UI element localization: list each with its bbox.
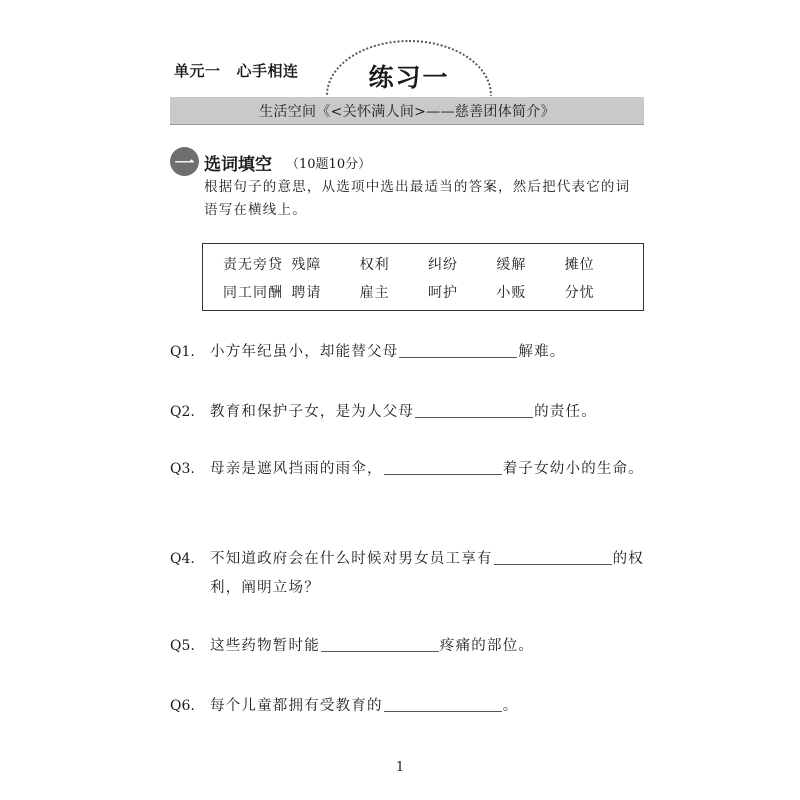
answer-blank[interactable] — [321, 650, 439, 652]
answer-blank[interactable] — [384, 473, 502, 475]
section-title: 选词填空 — [204, 155, 272, 175]
question-text-before: 这些药物暂时能 — [210, 638, 320, 654]
question-number: Q2. — [170, 404, 195, 420]
question-text-after: 着子女幼小的生命。 — [502, 461, 645, 477]
question-4 — [210, 545, 650, 603]
unit-label: 单元一 — [174, 62, 221, 80]
question-number: Q6. — [170, 698, 195, 714]
exercise-title: 练习一 — [368, 63, 450, 92]
question-2 — [210, 398, 650, 427]
word-option: 责无旁贷 — [223, 257, 283, 273]
word-option: 小贩 — [496, 285, 527, 301]
word-option: 聘请 — [291, 285, 322, 301]
word-bank-box — [202, 243, 644, 311]
answer-blank[interactable] — [399, 356, 517, 358]
question-text-before: 小方年纪虽小，却能替父母 — [210, 344, 399, 360]
question-number: Q4. — [170, 551, 195, 567]
word-option: 权利 — [359, 257, 390, 273]
banner-text: 生活空间《<关怀满人间>——慈善团体简介》 — [259, 103, 555, 120]
word-option: 分忧 — [564, 285, 595, 301]
word-option: 缓解 — [496, 257, 527, 273]
section-score: （10题10分） — [286, 157, 372, 172]
question-text-before: 不知道政府会在什么时候对男女员工享有 — [210, 551, 493, 567]
question-text-after: 疼痛的部位。 — [439, 638, 535, 654]
question-3 — [210, 455, 680, 484]
section-number-badge: 一 — [170, 147, 199, 176]
section-instructions: 根据句子的意思，从选项中选出最适当的答案，然后把代表它的词语写在横线上。 — [204, 179, 631, 218]
question-6 — [210, 692, 650, 721]
word-bank-grid — [223, 254, 633, 302]
unit-name: 心手相连 — [236, 62, 299, 80]
word-option: 残障 — [291, 257, 322, 273]
unit-title — [174, 60, 299, 81]
question-5 — [210, 632, 650, 661]
answer-blank[interactable] — [494, 563, 612, 565]
question-text-before: 母亲是遮风挡雨的雨伞， — [210, 461, 383, 477]
word-option: 呵护 — [428, 285, 458, 301]
question-text-after: 的权利，阐明立场？ — [210, 551, 645, 596]
question-text-after: 解难。 — [518, 344, 566, 360]
question-number: Q5. — [170, 638, 195, 654]
page-number: 1 — [395, 760, 405, 775]
question-number: Q3. — [170, 461, 195, 477]
word-option: 纠纷 — [428, 257, 458, 273]
topic-banner — [170, 97, 644, 125]
word-option: 摊位 — [564, 257, 595, 273]
question-text-after: 。 — [502, 698, 519, 714]
question-number: Q1. — [170, 344, 195, 360]
question-text-before: 教育和保护子女，是为人父母 — [210, 404, 415, 420]
question-text-after: 的责任。 — [534, 404, 597, 420]
question-1 — [210, 338, 650, 367]
answer-blank[interactable] — [415, 416, 533, 418]
word-option: 雇主 — [359, 285, 390, 301]
word-option: 同工同酬 — [223, 285, 283, 301]
question-text-before: 每个儿童都拥有受教育的 — [210, 698, 383, 714]
answer-blank[interactable] — [384, 710, 502, 712]
